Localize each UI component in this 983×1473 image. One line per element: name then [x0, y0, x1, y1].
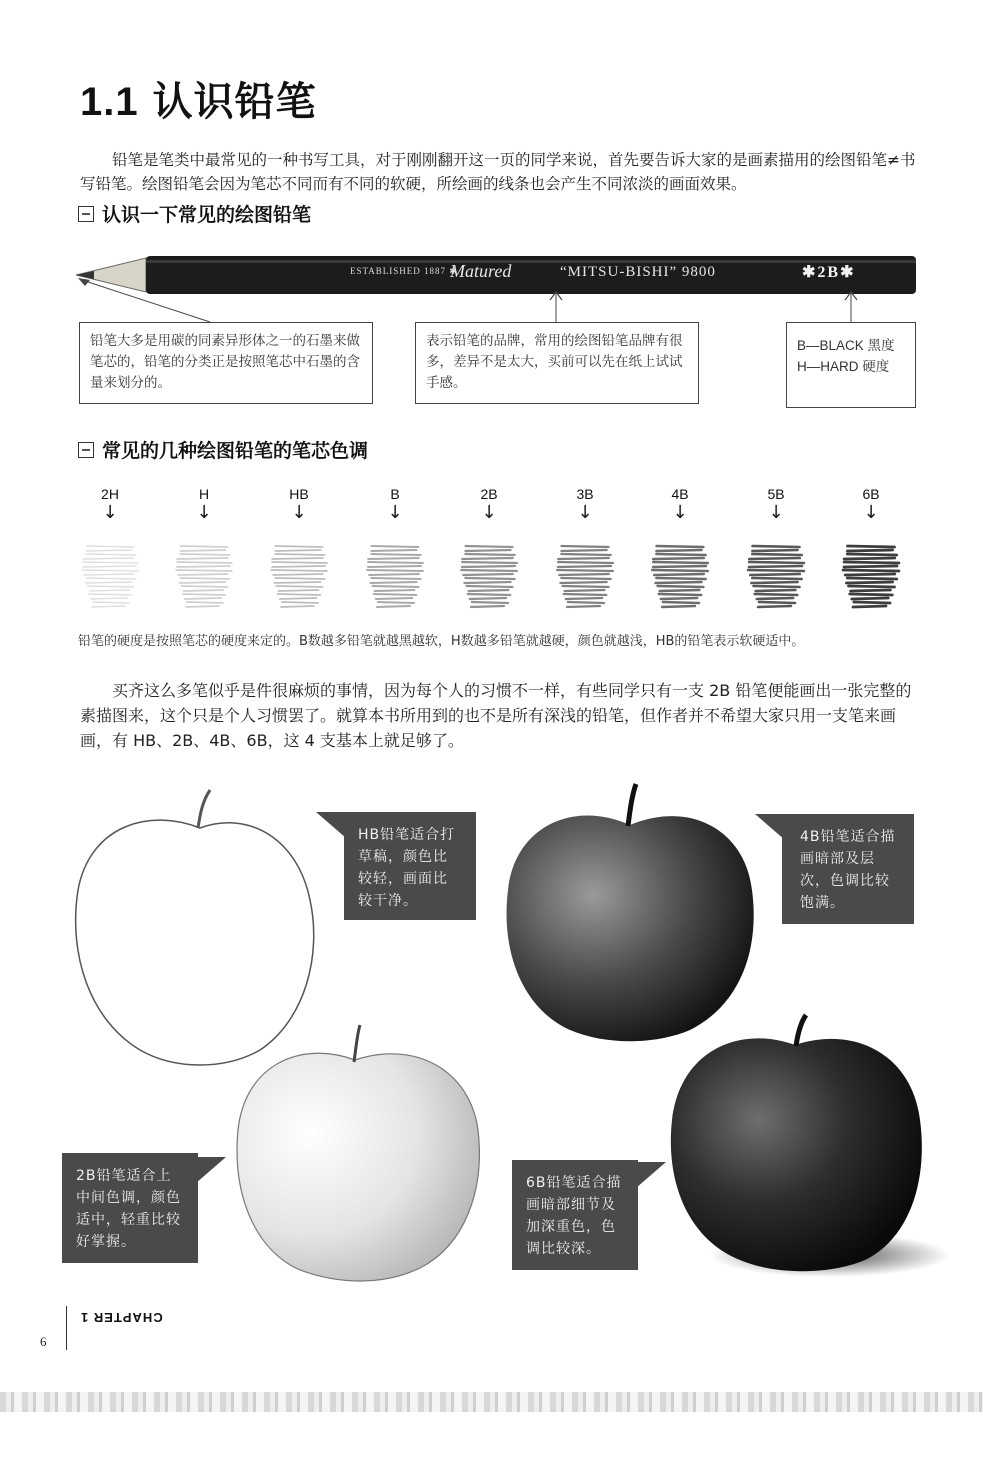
grade-hb: HB ↓: [259, 486, 339, 522]
pencil-text-model: “MITSU-BISHI” 9800: [560, 264, 716, 280]
heading-bullet-icon: [78, 206, 94, 222]
section-heading-text: 常见的几种绘图铅笔的笔芯色调: [102, 440, 369, 462]
swatch-b: [367, 546, 423, 607]
swatch-6b: [843, 546, 899, 607]
bubble-tail-2b: [196, 1155, 226, 1185]
grade-2h: 2H ↓: [70, 486, 150, 522]
intro-paragraph: 铅笔是笔类中最常见的一种书写工具，对于刚刚翻开这一页的同学来说，首先要告诉大家的是画素描用的绘图铅笔≠书写铅笔。绘图铅笔会因为笔芯不同而有不同的软硬，所绘画的线条也会产生不同浓淡的画面效果。: [80, 151, 916, 193]
swatch-4b: [652, 546, 708, 607]
bubble-tail-hb: [316, 810, 346, 840]
bubble-6b: 6B铅笔适合描画暗部细节及加深重色，色调比较深。: [512, 1160, 638, 1270]
pencil-text-grade: ✱2B✱: [802, 264, 856, 281]
page-number: 6: [40, 1334, 47, 1349]
body-paragraph: 买齐这么多笔似乎是件很麻烦的事情，因为每个人的习惯不一样，有些同学只有一支 2B 铅笔便能画出一张完整的素描图来，这个只是个人习惯罢了。就算本书所用到的也不是所有深浅的铅笔，但作者并不希望大家只用一支笔来画画，有 HB、2B、4B、6B，这 4 支基本上就足够了。: [80, 681, 912, 750]
callout-leaders: [0, 270, 983, 330]
grade-5b: 5B ↓: [736, 486, 816, 522]
section-heading-text: 认识一下常见的绘图铅笔: [102, 204, 312, 226]
grades-caption: 铅笔的硬度是按照笔芯的硬度来定的。B数越多铅笔就越黑越软，H数越多铅笔就越硬，颜色就越浅，HB的铅笔表示软硬适中。: [78, 634, 805, 649]
swatch-5b: [748, 546, 804, 607]
swatch-h: [176, 546, 232, 607]
section-heading-grades: [78, 436, 368, 463]
grade-h: H ↓: [164, 486, 244, 522]
grade-6b: 6B ↓: [831, 486, 911, 522]
swatch-hb: [271, 546, 327, 607]
bubble-hb: HB铅笔适合打草稿，颜色比较轻，画面比较干净。: [344, 812, 476, 920]
grade-3b: 3B ↓: [545, 486, 625, 522]
section-title: 认识铅笔: [152, 79, 317, 125]
apple-2b: [237, 1025, 479, 1281]
down-arrow-icon: ↓: [291, 502, 307, 523]
grade-b-line: B—BLACK 黑度: [797, 338, 895, 353]
footer-divider: [66, 1306, 67, 1350]
callout-grade: [786, 322, 916, 408]
grade-b: B ↓: [355, 486, 435, 522]
down-arrow-icon: ↓: [768, 502, 784, 523]
down-arrow-icon: ↓: [196, 502, 212, 523]
bubble-tail-6b: [636, 1160, 666, 1190]
down-arrow-icon: ↓: [387, 502, 403, 523]
section-number: 1.1: [80, 80, 139, 124]
bubble-2b: 2B铅笔适合上中间色调，颜色适中，轻重比较好掌握。: [62, 1153, 198, 1263]
callout-core: 铅笔大多是用碳的同素异形体之一的石墨来做笔芯的，铅笔的分类正是按照笔芯中石墨的含量来划分的。: [79, 322, 373, 404]
section-heading-pencils: [78, 200, 311, 227]
scan-edge-strip: [0, 1392, 983, 1412]
down-arrow-icon: ↓: [481, 502, 497, 523]
down-arrow-icon: ↓: [863, 502, 879, 523]
apple-hb: [76, 790, 314, 1065]
apple-4b: [507, 784, 754, 1041]
swatch-2h: [82, 546, 138, 607]
pencil-swatches: [0, 542, 983, 614]
grade-swatches: [0, 486, 983, 626]
callout-brand: 表示铅笔的品牌，常用的绘图铅笔品牌有很多，差异不是太大，买前可以先在纸上试试手感。: [415, 322, 699, 404]
bubble-tail-4b: [755, 812, 785, 842]
grade-4b: 4B ↓: [640, 486, 720, 522]
footer-chapter: CHAPTER 1: [80, 1310, 163, 1325]
apple-6b: [671, 1015, 950, 1277]
down-arrow-icon: ↓: [577, 502, 593, 523]
pencil-text-brand: Matured: [450, 261, 512, 281]
pencil-text-established: ESTABLISHED 1887 ✱: [350, 266, 458, 276]
swatch-3b: [557, 546, 613, 607]
page-title: [80, 70, 317, 127]
grade-2b: 2B ↓: [449, 486, 529, 522]
down-arrow-icon: ↓: [672, 502, 688, 523]
swatch-2b: [461, 546, 517, 607]
heading-bullet-icon: [78, 442, 94, 458]
down-arrow-icon: ↓: [102, 502, 118, 523]
bubble-4b: 4B铅笔适合描画暗部及层次，色调比较饱满。: [782, 814, 914, 924]
grade-h-line: H—HARD 硬度: [797, 359, 890, 374]
